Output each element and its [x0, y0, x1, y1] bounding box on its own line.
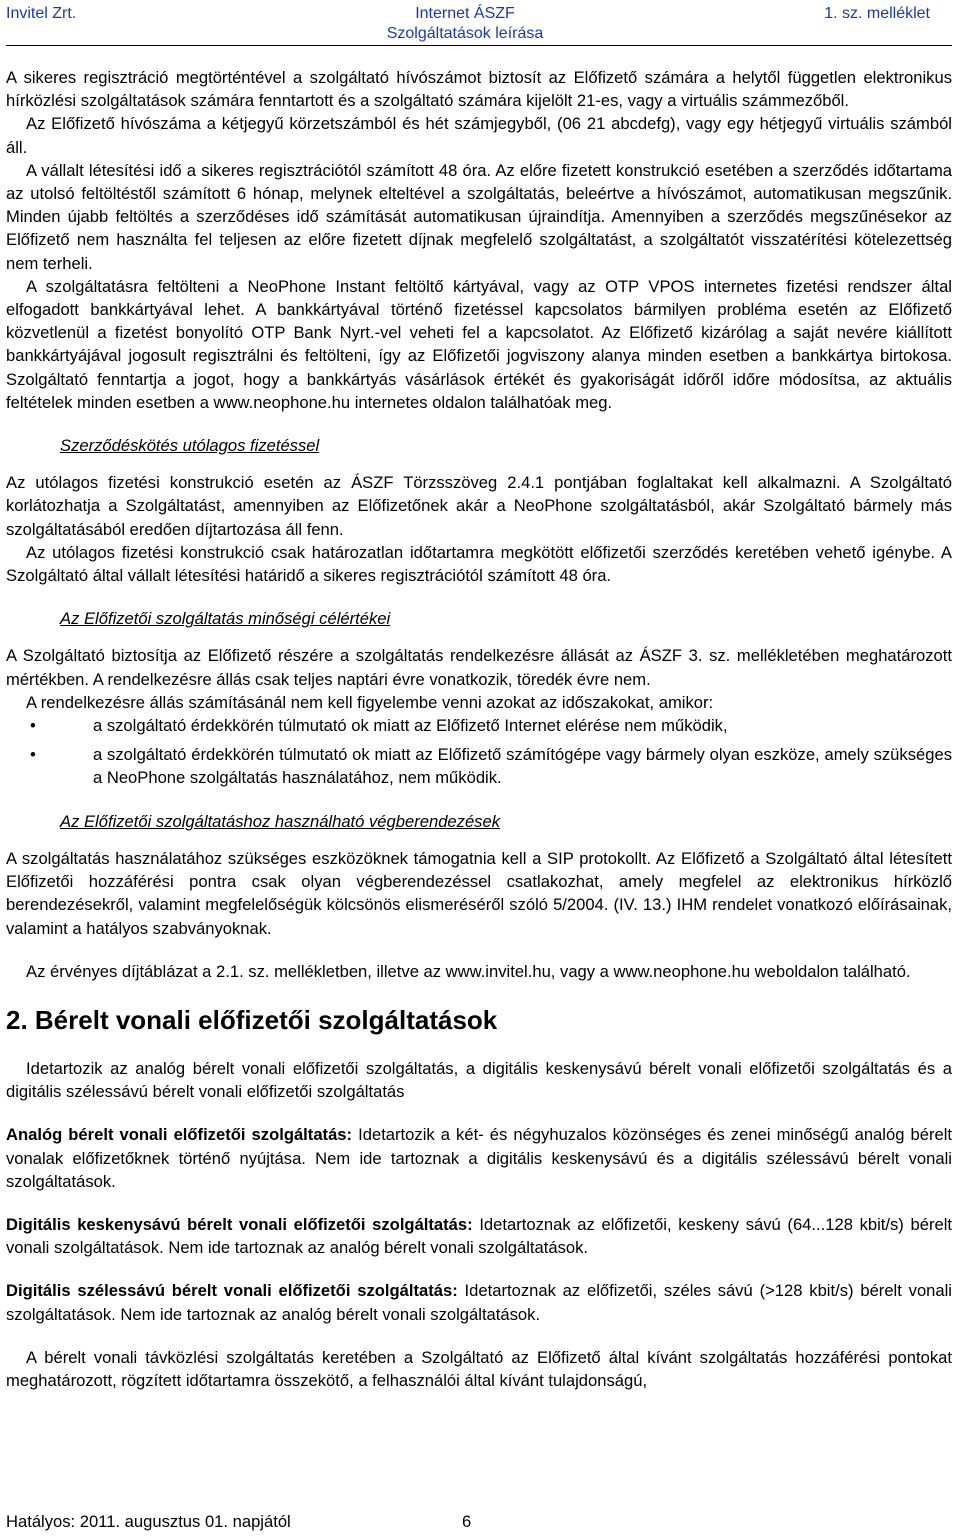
paragraph: A szolgáltatás használatához szükséges eszközöknek támogatnia kell a SIP protokollt. Az Előfizető a Szolgáltató által létesített Előfizetői hozzáférési pontra csak olyan végberendezéssel csatlakozhat, amely megfelel az elektronikus hírközlő berendezésekről, valamint megfelelőségük kölcsönös elismeréséről szóló 5/2004. (IV. 13.) IHM rendelet vonatkozó előírásainak, valamint a hatályos szabványoknak.	[6, 848, 952, 938]
spacer	[6, 457, 952, 471]
list-item-text: a szolgáltató érdekkörén túlmutató ok miatt az Előfizető Internet elérése nem működik,	[93, 716, 728, 736]
paragraph	[6, 1213, 952, 1259]
paragraph	[6, 1123, 952, 1193]
bullet-list	[6, 714, 952, 790]
term-text: Idetartoznak az előfizetői, széles sávú (>128 kbit/s) bérelt vonali szolgáltatások. Nem ide tartoznak az analóg bérelt vonali szolgáltatások.	[6, 1281, 952, 1324]
paragraph	[6, 1279, 952, 1325]
term-label: Analóg bérelt vonali előfizetői szolgáltatás:	[6, 1125, 353, 1145]
section-title: Szerződéskötés utólagos fizetéssel	[60, 436, 320, 456]
header-subtitle: Szolgáltatások leírása	[386, 25, 544, 42]
spacer	[6, 1259, 952, 1279]
bullet-icon: •	[30, 716, 36, 736]
spacer	[6, 983, 952, 1003]
bullet-icon: •	[30, 745, 36, 765]
paragraph: A szolgáltatásra feltölteni a NeoPhone Instant feltöltő kártyával, vagy az OTP VPOS internetes fizetési rendszer által elfogadott bankkártyával lehet. A bankkártyával történő fizetéssel kapcsolatos bármilyen probléma esetén az Előfizető közvetlenül a fizetést bonyolító OTP Bank Nyrt.-vel veheti fel a kapcsolatot. Az Előfizető kizárólag a saját nevére kiállított bankkártyájával jogosult regisztrálni és feltölteni, így az Előfizetői jogviszony alanya minden esetben a bankkártya birtokosa. Szolgáltató fenntartja a jogot, hogy a bankkártyás vásárlások értékét és gyakoriságát időről időre módosítsa, az aktuális feltételek minden esetben a www.neophone.hu internetes oldalon találhatóak meg.	[6, 276, 952, 412]
list-item-text: a szolgáltató érdekkörén túlmutató ok miatt az Előfizető számítógépe vagy bármely olyan eszköze, amely szükséges a NeoPhone szolgáltatás használatához, nem működik.	[93, 745, 952, 788]
header-company: Invitel Zrt.	[6, 5, 77, 22]
term-label: Digitális szélessávú bérelt vonali előfizetői szolgáltatás:	[6, 1281, 458, 1301]
header-annex: 1. sz. melléklet	[824, 5, 930, 22]
paragraph: A vállalt létesítési idő a sikeres regisztrációtól számított 48 óra. Az előre fizetett konstrukció esetében a szerződés időtartama az utolsó feltöltéstől számított 6 hónap, melynek elteltével a szolgáltatás, beleértve a hívószámot, automatikusan megszűnik. Minden újabb feltöltés a szerződéses idő számítását automatikusan újraindítja. Amennyiben a szerződés megszűnésekor az Előfizető nem használta fel teljesen az előre fizetett díjnak megfelelő szolgáltatást, a szolgáltatót visszatérítési kötelezettség nem terheli.	[6, 160, 952, 273]
spacer	[6, 796, 952, 810]
header-title: Internet ÁSZF	[415, 5, 515, 22]
document-body	[6, 66, 952, 1392]
list-item	[6, 714, 952, 737]
list-item	[6, 743, 952, 789]
paragraph: Idetartozik az analóg bérelt vonali előfizetői szolgáltatás, a digitális keskenysávú bérelt vonali előfizetői szolgáltatás és a digitális szélessávú bérelt vonali előfizetői szolgáltatás	[6, 1058, 952, 1102]
term-text: Idetartoznak az előfizetői, keskeny sávú (64...128 kbit/s) bérelt vonali szolgáltatások. Nem ide tartoznak az analóg bérelt vonali szolgáltatások.	[6, 1214, 952, 1258]
paragraph: Az Előfizető hívószáma a kétjegyű körzetszámból és hét számjegyből, (06 21 abcdefg), vagy egy hétjegyű virtuális számból áll.	[6, 114, 952, 157]
footer-effective-date: Hatályos: 2011. augusztus 01. napjától	[6, 1512, 291, 1531]
section-title: Az Előfizetői szolgáltatás minőségi célértékei	[60, 609, 391, 629]
paragraph: A rendelkezésre állás számításánál nem kell figyelembe venni azokat az időszakokat, amikor:	[26, 692, 714, 712]
header-center	[0, 4, 930, 44]
spacer	[6, 1193, 952, 1213]
spacer	[6, 1326, 952, 1346]
spacer	[6, 1103, 952, 1123]
spacer	[6, 833, 952, 847]
header-divider	[6, 45, 952, 46]
spacer	[6, 587, 952, 607]
paragraph: A sikeres regisztráció megtörténtével a szolgáltató hívószámot biztosít az Előfizető számára a helytől független elektronikus hírközlési szolgáltatások számára fenntartott és a szolgáltató számára kijelölt 21-es, vagy a virtuális számmezőből.	[6, 68, 952, 111]
spacer	[6, 1037, 952, 1057]
section-title: Az Előfizetői szolgáltatáshoz használható végberendezések	[60, 811, 501, 831]
paragraph: A Szolgáltató biztosítja az Előfizető részére a szolgáltatás rendelkezésre állását az ÁSZF 3. sz. mellékletében meghatározott mértékben. A rendelkezésre állás csak teljes naptári évre vonatkozik, töredék évre nem.	[6, 646, 952, 689]
term-label: Digitális keskenysávú bérelt vonali előfizetői szolgáltatás:	[6, 1214, 473, 1234]
spacer	[6, 630, 952, 644]
paragraph: Az utólagos fizetési konstrukció esetén az ÁSZF Törzsszöveg 2.4.1 pontjában foglaltakat kell alkalmazni. A Szolgáltató korlátozhatja a Szolgáltatást, amennyiben az Előfizetőnek akár a NeoPhone szolgáltatásból, akár Szolgáltató bármely más szolgáltatásából eredően díjtartozása áll fenn.	[6, 473, 952, 539]
term-text: Idetartozik a két- és négyhuzalos közönséges és zenei minőségű analóg bérelt vonalak előfizetőknek történő nyújtása. Nem ide tartoznak a digitális keskenysávú és a digitális szélessávú bérelt vonali szolgáltatások.	[6, 1125, 952, 1191]
paragraph: Az érvényes díjtáblázat a 2.1. sz. mellékletben, illetve az www.invitel.hu, vagy a www.neophone.hu weboldalon található.	[26, 961, 911, 981]
spacer	[6, 940, 952, 960]
page-number: 6	[462, 1512, 472, 1531]
chapter-heading: 2. Bérelt vonali előfizetői szolgáltatások	[6, 1004, 498, 1035]
paragraph: A bérelt vonali távközlési szolgáltatás keretében a Szolgáltató az Előfizető által kívánt szolgáltatás hozzáférési pontokat meghatározott, rögzített időtartamra összekötő, a felhasználói által kívánt tulajdonságú,	[6, 1347, 952, 1390]
spacer	[6, 414, 952, 434]
paragraph: Az utólagos fizetési konstrukció csak határozatlan időtartamra megkötött előfizetői szerződés keretében vehető igénybe. A Szolgáltató által vállalt létesítési határidő a sikeres regisztrációtól számított 48 óra.	[6, 542, 952, 586]
